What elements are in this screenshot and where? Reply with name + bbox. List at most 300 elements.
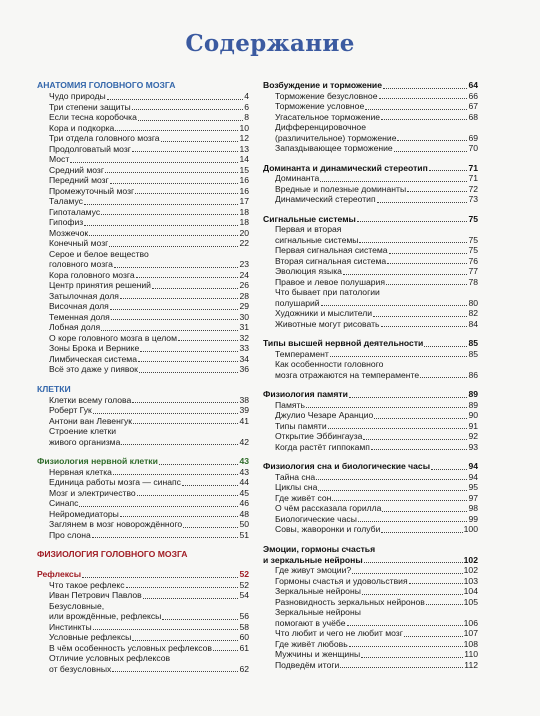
toc-entry[interactable]	[49, 530, 249, 541]
toc-item[interactable]	[275, 565, 478, 576]
page-number: 43	[239, 456, 249, 466]
section-gap	[263, 452, 478, 461]
toc-entry-text: Лобная доля	[49, 322, 101, 332]
toc-item[interactable]	[275, 576, 478, 587]
toc-entry[interactable]	[275, 370, 478, 381]
toc-entry[interactable]	[275, 245, 478, 256]
toc-entry-text: Торможение условное	[275, 101, 365, 111]
toc-entry[interactable]	[49, 175, 249, 186]
toc-entry[interactable]	[275, 143, 478, 154]
dot-leader	[93, 629, 239, 630]
toc-entry[interactable]	[49, 322, 249, 333]
toc-entry[interactable]	[275, 586, 478, 597]
toc-entry[interactable]	[49, 622, 249, 633]
toc-entry[interactable]	[275, 266, 478, 277]
toc-item[interactable]	[49, 322, 249, 333]
toc-item[interactable]	[49, 509, 249, 520]
toc-item[interactable]	[49, 364, 249, 375]
toc-entry[interactable]	[275, 235, 478, 246]
dot-leader	[387, 263, 467, 264]
section-gap	[37, 375, 249, 384]
toc-item[interactable]	[49, 301, 249, 312]
toc-item[interactable]	[275, 319, 478, 330]
toc-entry-text: Первая и вторая	[275, 224, 342, 234]
page-number: 100	[463, 524, 478, 534]
toc-entry-text: Биологические часы	[275, 513, 357, 524]
dot-leader	[138, 361, 238, 362]
toc-item[interactable]	[275, 308, 478, 319]
toc-item[interactable]	[49, 112, 249, 123]
toc-entry-text: Доминанта	[275, 173, 320, 183]
dot-leader	[382, 511, 467, 512]
toc-entry-text: Динамический стереотип	[275, 194, 376, 204]
dot-leader	[349, 646, 463, 647]
toc-entry[interactable]	[49, 123, 249, 134]
toc-entry[interactable]	[49, 228, 249, 239]
toc-entry-text: О чём рассказала горилла	[275, 503, 382, 513]
page-number: 77	[468, 266, 478, 276]
toc-item[interactable]	[49, 395, 249, 406]
dot-leader	[407, 191, 467, 192]
toc-item[interactable]	[275, 503, 478, 514]
page-number: 12	[239, 133, 249, 143]
toc-entry-text: Мост	[49, 154, 70, 164]
toc-entry-text: Вторая сигнальная система	[275, 255, 387, 266]
toc-item[interactable]	[49, 488, 249, 499]
section-heading-text: Типы высшей нервной деятельности	[263, 338, 424, 348]
page-number: 44	[239, 477, 249, 487]
toc-item[interactable]	[49, 354, 249, 365]
toc-item[interactable]	[275, 660, 478, 671]
page-number: 89	[468, 389, 478, 399]
page-number: 70	[468, 143, 478, 153]
toc-item[interactable]	[49, 426, 249, 447]
dot-leader	[84, 204, 238, 205]
toc-entry[interactable]	[49, 301, 249, 312]
dot-leader	[332, 500, 467, 501]
toc-item[interactable]	[49, 416, 249, 427]
toc-entry[interactable]	[49, 354, 249, 365]
toc-item[interactable]	[275, 256, 478, 267]
toc-entry-text: В чём особенность условных рефлексов	[49, 642, 212, 653]
toc-item[interactable]	[49, 312, 249, 323]
toc-entry-text: Продолговатый мозг	[49, 143, 131, 154]
toc-item[interactable]	[49, 91, 249, 102]
toc-entry[interactable]	[49, 590, 249, 601]
toc-entry[interactable]	[275, 524, 478, 535]
toc-entry[interactable]	[275, 514, 478, 525]
page-number: 18	[239, 206, 249, 217]
toc-entry-text: Гипофиз	[49, 217, 84, 227]
page-number: 93	[468, 441, 478, 452]
toc-item[interactable]	[275, 524, 478, 535]
dot-leader	[431, 469, 467, 470]
toc-item[interactable]	[49, 102, 249, 113]
page-number: 22	[239, 238, 249, 248]
toc-item[interactable]	[49, 601, 249, 622]
toc-item[interactable]	[49, 196, 249, 207]
toc-entry[interactable]	[49, 580, 249, 591]
dot-leader	[162, 619, 238, 620]
toc-item[interactable]	[49, 590, 249, 601]
toc-item[interactable]	[275, 245, 478, 256]
toc-entry[interactable]	[275, 628, 478, 639]
toc-entry-text: Зеркальные нейроны	[275, 586, 361, 596]
dot-leader	[110, 309, 239, 310]
toc-entry-text: Три степени защиты	[49, 101, 131, 112]
section-heading-text: Физиология памяти	[263, 389, 348, 399]
page-number: 80	[468, 297, 478, 308]
toc-item[interactable]	[275, 101, 478, 112]
section-heading	[263, 163, 478, 174]
toc-entry-text: Строение клетки	[49, 426, 117, 436]
toc-entry[interactable]	[275, 298, 478, 309]
toc-entry[interactable]	[49, 395, 249, 406]
toc-entry-text: Зоны Брока и Вернике	[49, 343, 140, 353]
toc-entry[interactable]	[275, 482, 478, 493]
toc-entry[interactable]	[49, 91, 249, 102]
toc-item[interactable]	[275, 173, 478, 184]
toc-entry[interactable]	[49, 498, 249, 509]
dot-leader	[152, 288, 238, 289]
toc-entry[interactable]	[49, 207, 249, 218]
page-number: 75	[468, 234, 478, 245]
dot-leader	[93, 413, 239, 414]
toc-item[interactable]	[275, 194, 478, 205]
toc-entry[interactable]	[275, 101, 478, 112]
toc-entry-text: Где живут эмоции?	[275, 565, 352, 575]
toc-item[interactable]	[49, 280, 249, 291]
page-number: 29	[239, 301, 249, 311]
toc-entry[interactable]	[49, 238, 249, 249]
toc-entry[interactable]	[49, 259, 249, 270]
toc-item[interactable]	[49, 519, 249, 530]
toc-entry-text: Мозжечок	[49, 227, 89, 238]
toc-entry[interactable]	[49, 664, 249, 675]
toc-item[interactable]	[275, 597, 478, 608]
toc-entry-text: Тайна сна	[275, 471, 316, 482]
dot-leader	[143, 598, 239, 599]
toc-entry-text: Торможение безусловное	[275, 90, 378, 101]
toc-entry[interactable]	[49, 488, 249, 499]
toc-entry[interactable]	[49, 632, 249, 643]
toc-entry[interactable]	[49, 154, 249, 165]
toc-entry[interactable]	[275, 400, 478, 411]
toc-entry[interactable]	[275, 308, 478, 319]
toc-entry-text: Правое и левое полушария	[275, 276, 386, 287]
toc-entry[interactable]	[49, 165, 249, 176]
dot-leader	[404, 636, 463, 637]
dot-leader	[135, 193, 238, 194]
toc-entry[interactable]	[49, 291, 249, 302]
toc-item[interactable]	[275, 349, 478, 360]
toc-entry[interactable]	[275, 349, 478, 360]
dot-leader	[394, 151, 468, 152]
dot-leader	[363, 439, 467, 440]
toc-item[interactable]	[49, 165, 249, 176]
toc-item[interactable]	[49, 291, 249, 302]
toc-item[interactable]	[275, 586, 478, 597]
toc-item[interactable]	[49, 333, 249, 344]
toc-item[interactable]	[275, 112, 478, 123]
page-number: 51	[239, 529, 249, 540]
page-number: 76	[468, 255, 478, 266]
toc-item[interactable]	[49, 270, 249, 281]
toc-entry[interactable]	[49, 519, 249, 530]
toc-entry-text: Кора головного мозга	[49, 269, 135, 280]
toc-item[interactable]	[49, 643, 249, 654]
dot-leader	[347, 625, 463, 626]
toc-entry[interactable]	[49, 280, 249, 291]
toc-entry[interactable]	[49, 437, 249, 448]
toc-entry-text: Первая сигнальная система	[275, 245, 388, 255]
toc-entry-text: Теменная доля	[49, 311, 110, 322]
dot-leader	[397, 140, 467, 141]
toc-entry-text: Циклы сна	[275, 482, 318, 492]
toc-entry[interactable]	[49, 467, 249, 478]
toc-entry[interactable]	[275, 194, 478, 205]
toc-item[interactable]	[49, 498, 249, 509]
toc-entry[interactable]	[275, 319, 478, 330]
page-number: 97	[468, 492, 478, 503]
toc-item[interactable]	[49, 343, 249, 354]
toc-entry[interactable]	[275, 639, 478, 650]
section-gap	[263, 205, 478, 214]
section-heading-text: Физиология сна и биологические часы	[263, 461, 431, 471]
toc-entry-text: Безусловные,	[49, 600, 105, 611]
dot-leader	[121, 444, 238, 445]
toc-entry[interactable]	[275, 472, 478, 483]
page-number: 71	[468, 173, 478, 183]
toc-entry-text: Гормоны счастья и удовольствия	[275, 575, 408, 586]
toc-item[interactable]	[275, 628, 478, 639]
section-heading	[263, 214, 478, 225]
page-number: 50	[239, 519, 249, 529]
toc-entry-text: Угасательное торможение	[275, 111, 381, 122]
toc-entry[interactable]	[49, 270, 249, 281]
toc-entry[interactable]	[49, 133, 249, 144]
toc-entry-text: Совы, жаворонки и голуби	[275, 524, 381, 534]
section-heading-text: Возбуждение и торможение	[263, 80, 382, 90]
toc-item[interactable]	[275, 266, 478, 277]
toc-entry[interactable]	[49, 477, 249, 488]
section-heading-text: Физиология нервной клетки	[37, 456, 158, 466]
dot-leader	[386, 284, 467, 285]
toc-item[interactable]	[49, 249, 249, 270]
toc-item[interactable]	[275, 277, 478, 288]
toc-entry[interactable]	[49, 416, 249, 427]
toc-entry-text: Всё это даже у пиявок	[49, 364, 138, 374]
dot-leader	[84, 225, 238, 226]
toc-entry-text: Зеркальные нейроны	[275, 607, 361, 617]
toc-item[interactable]	[275, 184, 478, 195]
page-number: 20	[239, 227, 249, 238]
toc-entry[interactable]	[275, 493, 478, 504]
toc-entry[interactable]	[49, 196, 249, 207]
toc-entry[interactable]	[49, 112, 249, 123]
toc-entry[interactable]	[275, 503, 478, 514]
toc-entry-text: Нейромедиаторы	[49, 508, 119, 519]
toc-item[interactable]	[275, 514, 478, 525]
toc-item[interactable]	[49, 133, 249, 144]
toc-item[interactable]	[49, 477, 249, 488]
toc-item[interactable]	[49, 154, 249, 165]
toc-item[interactable]	[49, 207, 249, 218]
toc-item[interactable]	[49, 217, 249, 228]
toc-item[interactable]	[49, 653, 249, 674]
dot-leader	[424, 346, 467, 347]
toc-entry[interactable]	[275, 565, 478, 576]
toc-item[interactable]	[275, 287, 478, 308]
toc-item[interactable]	[49, 238, 249, 249]
page-number: 72	[468, 183, 478, 194]
page-number: 54	[239, 590, 249, 600]
toc-entry-text: Клетки всему голова	[49, 394, 132, 405]
toc-item[interactable]	[49, 228, 249, 239]
dot-leader	[381, 326, 468, 327]
toc-entry[interactable]	[49, 509, 249, 520]
page-number: 85	[468, 348, 478, 359]
dot-leader	[111, 319, 239, 320]
dot-leader	[178, 340, 238, 341]
toc-entry-text: Открытие Эббингауза	[275, 431, 363, 441]
toc-entry[interactable]	[275, 91, 478, 102]
toc-entry[interactable]	[49, 611, 249, 622]
toc-entry[interactable]	[275, 597, 478, 608]
toc-item[interactable]	[49, 530, 249, 541]
toc-entry[interactable]	[49, 333, 249, 344]
toc-item[interactable]	[275, 122, 478, 143]
dot-leader	[107, 99, 244, 100]
toc-entry[interactable]	[49, 144, 249, 155]
page-number: 106	[463, 617, 478, 628]
page-number: 45	[239, 487, 249, 498]
toc-item[interactable]	[275, 431, 478, 442]
toc-entry[interactable]	[275, 277, 478, 288]
toc-entry[interactable]	[275, 431, 478, 442]
toc-entry[interactable]	[49, 343, 249, 354]
dot-leader	[359, 242, 467, 243]
dot-leader	[120, 516, 239, 517]
dot-leader	[132, 402, 238, 403]
section-heading	[263, 389, 478, 400]
dot-leader	[120, 298, 239, 299]
toc-entry[interactable]	[275, 618, 478, 629]
toc-entry-text: Дифференцировочное	[275, 122, 366, 132]
toc-entry[interactable]	[275, 410, 478, 421]
toc-item[interactable]	[49, 405, 249, 416]
page-number: 67	[468, 101, 478, 111]
toc-item[interactable]	[275, 421, 478, 432]
page-number: 61	[239, 642, 249, 653]
toc-right-column	[263, 80, 478, 670]
toc-entry-text: Вредные и полезные доминанты	[275, 183, 407, 194]
toc-entry[interactable]	[275, 173, 478, 184]
toc-entry[interactable]	[49, 643, 249, 654]
toc-item[interactable]	[275, 91, 478, 102]
toc-entry-text: Центр принятия решений	[49, 280, 151, 290]
page-number: 48	[239, 508, 249, 519]
toc-entry[interactable]	[49, 217, 249, 228]
page-number: 23	[239, 259, 249, 269]
toc-entry[interactable]	[49, 364, 249, 375]
page-number: 41	[239, 415, 249, 426]
toc-item[interactable]	[275, 143, 478, 154]
toc-entry-text: Роберт Гук	[49, 405, 92, 415]
page-number: 28	[239, 290, 249, 301]
toc-entry[interactable]	[275, 256, 478, 267]
toc-item[interactable]	[275, 472, 478, 483]
section-heading: АНАТОМИЯ ГОЛОВНОГО МОЗГА	[37, 80, 176, 90]
toc-item[interactable]	[49, 186, 249, 197]
toc-entry[interactable]	[275, 442, 478, 453]
toc-entry[interactable]	[49, 102, 249, 113]
toc-entry[interactable]	[49, 186, 249, 197]
toc-entry[interactable]	[275, 649, 478, 660]
toc-entry-text: Эволюция языка	[275, 266, 342, 276]
toc-item[interactable]	[49, 175, 249, 186]
toc-entry-text: Что бывает при патологии	[275, 287, 380, 297]
toc-item[interactable]	[275, 224, 478, 245]
toc-entry[interactable]	[49, 312, 249, 323]
page-number: 64	[468, 80, 478, 90]
toc-entry[interactable]	[275, 421, 478, 432]
toc-entry-text: Заглянем в мозг новорождённого	[49, 519, 183, 529]
toc-item[interactable]	[49, 123, 249, 134]
section-heading	[37, 456, 249, 467]
toc-entry[interactable]	[275, 112, 478, 123]
page-number: 60	[239, 632, 249, 642]
toc-entry[interactable]	[275, 576, 478, 587]
dot-leader	[159, 464, 239, 465]
dot-leader	[318, 490, 467, 491]
toc-item[interactable]	[275, 493, 478, 504]
toc-entry-text: Височная доля	[49, 301, 109, 311]
toc-entry-text: Нервная клетка	[49, 466, 112, 477]
section-heading-text: и зеркальные нейроны	[263, 554, 363, 565]
toc-item[interactable]	[49, 144, 249, 155]
page-number: 13	[239, 143, 249, 154]
toc-item[interactable]	[49, 467, 249, 478]
toc-item[interactable]	[275, 639, 478, 650]
toc-entry[interactable]	[49, 405, 249, 416]
toc-item[interactable]	[49, 632, 249, 643]
page-number: 42	[239, 436, 249, 447]
dot-leader	[383, 88, 467, 89]
dot-leader	[140, 351, 238, 352]
dot-leader	[133, 423, 238, 424]
toc-entry[interactable]	[275, 133, 478, 144]
toc-entry[interactable]	[275, 184, 478, 195]
toc-item[interactable]	[275, 482, 478, 493]
toc-entry-text: (различительное) торможение	[275, 132, 397, 143]
dot-leader	[132, 109, 243, 110]
toc-item[interactable]	[275, 400, 478, 411]
toc-item[interactable]	[275, 607, 478, 628]
page-number: 69	[468, 132, 478, 143]
page-number: 31	[239, 322, 249, 332]
toc-item[interactable]	[275, 359, 478, 380]
toc-item[interactable]	[49, 622, 249, 633]
toc-item[interactable]	[275, 442, 478, 453]
dot-leader	[126, 587, 239, 588]
toc-item[interactable]	[275, 410, 478, 421]
page-number: 56	[239, 611, 249, 621]
dot-leader	[381, 532, 462, 533]
toc-item[interactable]	[275, 649, 478, 660]
toc-item[interactable]	[49, 580, 249, 591]
toc-entry[interactable]	[275, 660, 478, 671]
